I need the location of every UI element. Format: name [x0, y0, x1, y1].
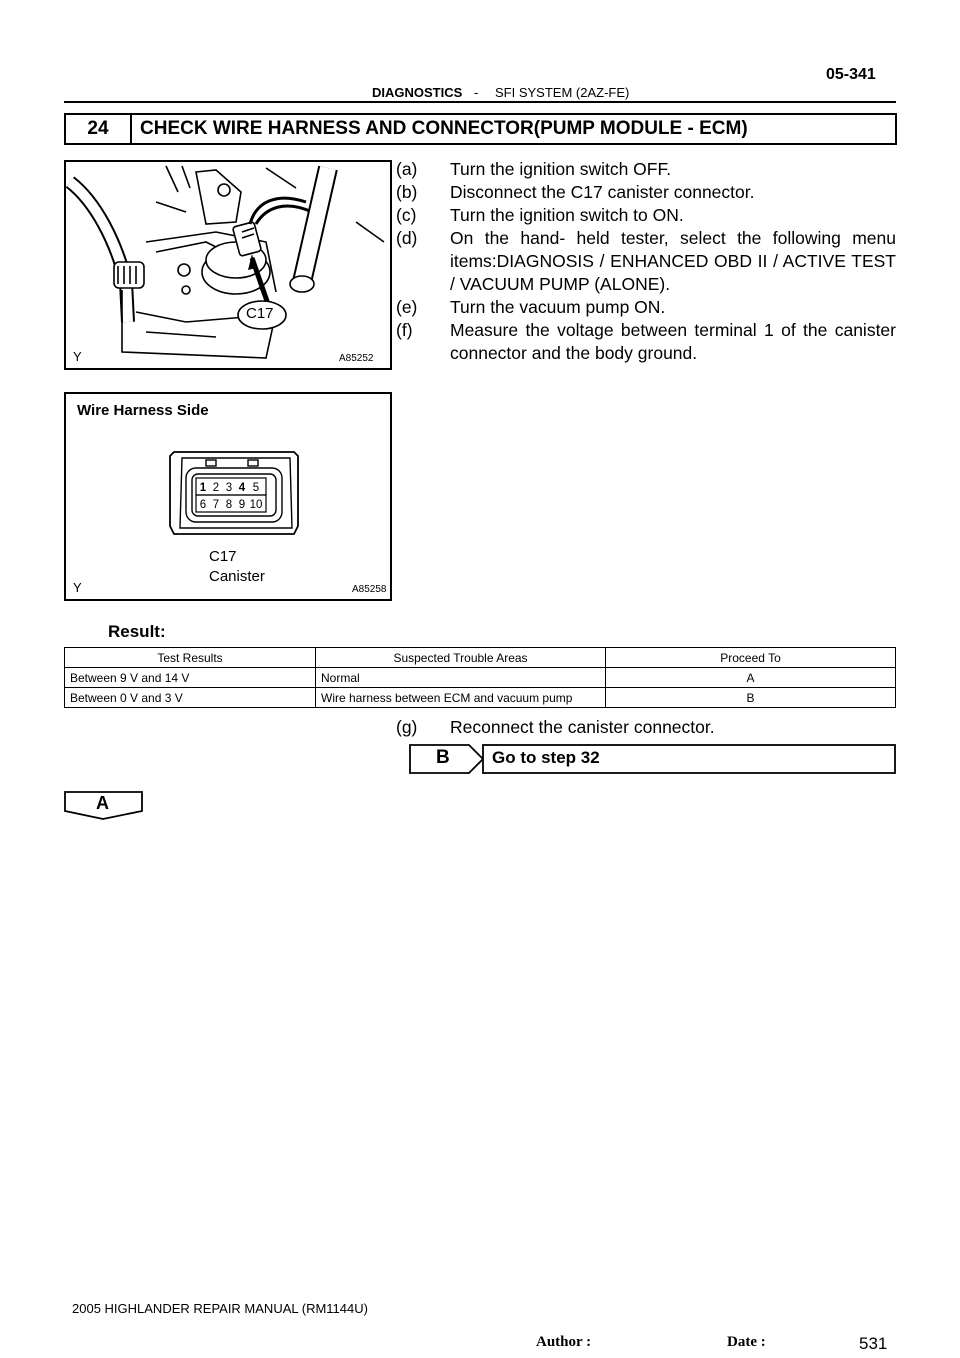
figure-corner-mark: Y — [73, 580, 82, 595]
result-table — [64, 647, 896, 708]
figure-code: A85258 — [352, 584, 387, 595]
pin-1: 1 — [199, 482, 207, 494]
result-label: Result: — [108, 622, 166, 641]
branch-b-arrow — [409, 744, 896, 774]
pin-9: 9 — [238, 499, 246, 511]
page-number: 531 — [859, 1334, 888, 1353]
pin-10: 10 — [249, 499, 263, 511]
connector-name: Canister — [209, 568, 265, 585]
engine-bay-illustration — [66, 162, 390, 368]
figure-code: A85252 — [339, 353, 374, 364]
section-title: DIAGNOSTICS — [372, 85, 463, 100]
table-cell: Between 0 V and 3 V — [65, 688, 316, 708]
table-header-cell: Test Results — [65, 648, 316, 668]
step-header — [64, 113, 897, 145]
manual-title: 2005 HIGHLANDER REPAIR MANUAL (RM1144U) — [72, 1301, 368, 1316]
date-label: Date : — [727, 1334, 766, 1350]
connector-callout: C17 — [246, 305, 274, 322]
table-row — [65, 688, 896, 708]
step-title: CHECK WIRE HARNESS AND CONNECTOR(PUMP MODULE - ECM) — [140, 118, 748, 139]
figure-corner-mark: Y — [73, 349, 82, 364]
table-cell: Between 9 V and 14 V — [65, 668, 316, 688]
table-row — [65, 668, 896, 688]
section-separator: - — [474, 85, 479, 100]
table-header-row — [65, 648, 896, 668]
branch-a-label: A — [96, 793, 109, 813]
pin-6: 6 — [199, 499, 207, 511]
pin-2: 2 — [212, 482, 220, 494]
pin-4: 4 — [238, 482, 246, 494]
connector-diagram-figure — [64, 392, 392, 601]
step-number: 24 — [66, 115, 132, 143]
table-cell: Wire harness between ECM and vacuum pump — [316, 688, 606, 708]
branch-b-label: B — [436, 747, 450, 768]
pin-8: 8 — [225, 499, 233, 511]
subsection-title: SFI SYSTEM (2AZ-FE) — [495, 85, 630, 100]
canister-location-figure — [64, 160, 392, 370]
connector-side-label: Wire Harness Side — [77, 402, 209, 419]
table-header-cell: Proceed To — [606, 648, 896, 668]
table-header-cell: Suspected Trouble Areas — [316, 648, 606, 668]
pin-5: 5 — [252, 482, 260, 494]
table-cell: Normal — [316, 668, 606, 688]
pin-3: 3 — [225, 482, 233, 494]
branch-b-action: Go to step 32 — [492, 748, 600, 767]
pin-7: 7 — [212, 499, 220, 511]
table-cell: A — [606, 668, 896, 688]
page-code: 05-341 — [826, 66, 876, 83]
connector-id: C17 — [209, 548, 237, 565]
author-label: Author : — [536, 1334, 592, 1350]
table-cell: B — [606, 688, 896, 708]
header-rule — [64, 101, 896, 103]
